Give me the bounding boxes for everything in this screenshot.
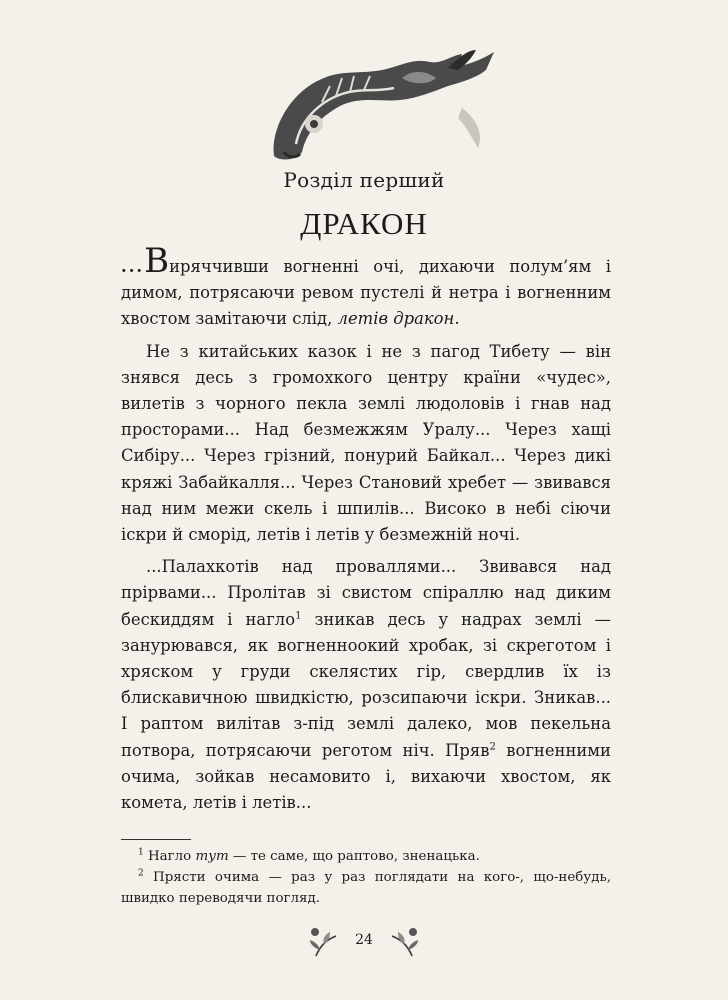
footnote-2-number: 2 (138, 868, 144, 879)
footnote-1-term: Нагло (143, 849, 196, 864)
footnote-2-text: Прясти очима — раз у раз поглядати на кого-, що-небудь, швидко переводячи погляд. (121, 870, 611, 906)
footnote-1 (121, 846, 611, 867)
paragraph-1 (121, 241, 611, 333)
body-text (121, 241, 611, 822)
footnote-divider (121, 839, 191, 840)
paragraph-1-text: иряччивши вогненні очі, дихаючи полум’ям і димом, потрясаючи ревом пустелі й нетра і вогненним хвостом замітаючи слід, (121, 257, 611, 329)
flower-sprig-icon (388, 924, 422, 958)
dragon-ornament-icon (262, 48, 500, 164)
footnote-1-text: — те саме, що раптово, зненацька. (228, 849, 480, 864)
footnote-2 (121, 867, 611, 909)
paragraph-3-part-c: вогненними очима, зойкав несамовито і, вихаючи хвостом, як комета, летів і летів... (121, 740, 611, 813)
paragraph-2: Не з китайських казок і не з пагод Тибету — він знявся десь з громохкого центру країни «чудес», вилетів з чорного пекла землі людоловів і гнав над просторами... Над безмежжям Уралу... Через хащі Сибіру... Через грізний, понурий Байкал... Через дикі кряжі Забайкалля... Через Становий хребет — звивався над ним межи скель і шпилів... Високо в небі сіючи іскри й сморід, летів і летів у безмежній ночі. (121, 341, 611, 545)
drop-cap: В (144, 241, 170, 281)
footnote-1-number: 1 (138, 847, 144, 858)
ellipsis: ... (121, 257, 145, 276)
chapter-title: ДРАКОН (300, 206, 428, 241)
paragraph-3-part-b: зникав десь у надрах землі — занурювався, як вогненноокий хробак, зі скреготом і хряском у груди скелястих гір, свердлив їх із блискавичною швидкістю, розсипаючи іскри. Зникав... І раптом вилітав з-під землі далеко, мов пекельна потвора, потрясаючи реготом ніч. Пряв (121, 609, 611, 760)
chapter-label: Розділ перший (283, 168, 445, 192)
page-number: 24 (355, 932, 373, 948)
paragraph-3-part-a: ...Палахкотів над проваллями... Звивався над прірвами... Пролітав зі свистом спіраллю над диким бескиддям і нагло (121, 557, 611, 629)
footnote-1-italic: тут (195, 849, 229, 864)
footnote-ref-1: 1 (295, 610, 302, 622)
footnote-ref-2: 2 (489, 741, 496, 753)
page-footer (300, 922, 428, 962)
paragraph-3 (121, 554, 611, 816)
paragraph-1-italic: летів дракон. (337, 309, 460, 329)
footnotes (121, 846, 611, 909)
